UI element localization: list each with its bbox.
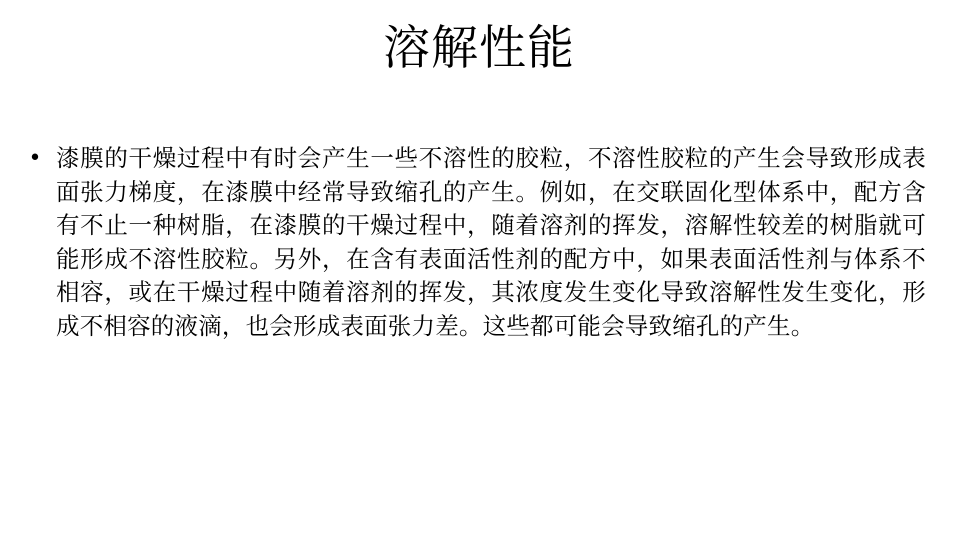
bullet-paragraph: 漆膜的干燥过程中有时会产生一些不溶性的胶粒，不溶性胶粒的产生会导致形成表面张力梯度，在漆膜中经常导致缩孔的产生。例如，在交联固化型体系中，配方含有不止一种树脂，在漆膜的干燥过程中，随着溶剂的挥发，溶解性较差的树脂就可能形成不溶性胶粒。另外，在含有表面活性剂的配方中，如果表面活性剂与体系不相容，或在干燥过程中随着溶剂的挥发，其浓度发生变化导致溶解性发生变化，形成不相容的液滴，也会形成表面张力差。这些都可能会导致缩孔的产生。 bbox=[56, 144, 926, 340]
list-item bbox=[14, 142, 942, 343]
bullet-icon: • bbox=[28, 146, 42, 171]
slide-body bbox=[14, 142, 942, 343]
page-title: 溶解性能 bbox=[383, 21, 575, 76]
